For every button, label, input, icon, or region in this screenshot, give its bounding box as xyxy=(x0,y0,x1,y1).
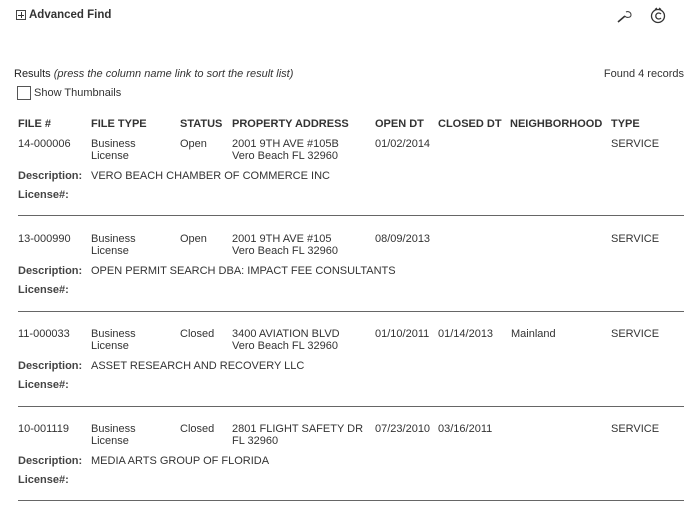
found-count: Found 4 records xyxy=(603,68,684,80)
open-dt: 01/02/2014 xyxy=(375,138,431,150)
file-type-line1: Business xyxy=(91,233,136,245)
status: Open xyxy=(180,233,207,245)
property-address xyxy=(232,138,339,162)
property-address xyxy=(232,328,340,352)
status: Closed xyxy=(180,423,215,435)
type: SERVICE xyxy=(611,138,660,150)
show-thumbnails-option[interactable] xyxy=(17,86,121,100)
closed-dt: 01/14/2013 xyxy=(438,328,494,340)
column-type[interactable]: TYPE xyxy=(611,118,640,130)
description-label: Description: xyxy=(18,170,83,182)
advanced-find-label: Advanced Find xyxy=(29,9,112,21)
file-type-line1: Business xyxy=(91,423,136,435)
file-type-line2: License xyxy=(91,150,129,162)
open-dt: 08/09/2013 xyxy=(375,233,431,245)
open-dt: 07/23/2010 xyxy=(375,423,431,435)
column-file-type[interactable]: FILE TYPE xyxy=(91,118,147,130)
address-line2: FL 32960 xyxy=(232,435,279,447)
neighborhood: Mainland xyxy=(511,328,556,340)
address-line2: Vero Beach FL 32960 xyxy=(232,245,339,257)
description-label: Description: xyxy=(18,265,83,277)
closed-dt: 03/16/2011 xyxy=(438,423,493,435)
file-no[interactable]: 10-001119 xyxy=(18,423,69,435)
results-heading xyxy=(14,68,293,80)
file-type-line1: Business xyxy=(91,328,136,340)
description-value: MEDIA ARTS GROUP OF FLORIDA xyxy=(91,455,270,467)
file-type-line2: License xyxy=(91,245,129,257)
record-divider xyxy=(18,500,684,501)
column-closed-dt[interactable]: CLOSED DT xyxy=(438,118,502,130)
results-title: Results xyxy=(14,68,51,80)
file-type-line2: License xyxy=(91,340,129,352)
property-address xyxy=(232,233,338,257)
search-tool-icon[interactable] xyxy=(614,6,636,26)
column-property-address[interactable]: PROPERTY ADDRESS xyxy=(232,118,349,130)
record-divider xyxy=(18,406,684,407)
address-line2: Vero Beach FL 32960 xyxy=(232,150,339,162)
open-dt: 01/10/2011 xyxy=(375,328,430,340)
record-divider xyxy=(18,215,684,216)
type: SERVICE xyxy=(611,423,660,435)
advanced-find-toggle[interactable] xyxy=(16,9,111,21)
description-value: ASSET RESEARCH AND RECOVERY LLC xyxy=(91,360,305,372)
type: SERVICE xyxy=(611,233,660,245)
description-value: OPEN PERMIT SEARCH DBA: IMPACT FEE CONSULTANTS xyxy=(91,265,396,277)
license-label: License#: xyxy=(18,474,69,486)
show-thumbnails-label: Show Thumbnails xyxy=(34,87,122,99)
address-line1: 2001 9TH AVE #105B xyxy=(232,138,339,150)
license-label: License#: xyxy=(18,284,69,296)
license-label: License#: xyxy=(18,189,69,201)
description-value: VERO BEACH CHAMBER OF COMMERCE INC xyxy=(91,170,330,182)
file-type xyxy=(91,138,136,162)
address-line1: 3400 AVIATION BLVD xyxy=(232,328,340,340)
results-hint: (press the column name link to sort the result list) xyxy=(53,68,294,80)
address-line1: 2801 FLIGHT SAFETY DR xyxy=(232,423,364,435)
status: Open xyxy=(180,138,207,150)
file-type xyxy=(91,328,136,352)
description-label: Description: xyxy=(18,455,83,467)
file-type xyxy=(91,423,136,447)
address-line1: 2001 9TH AVE #105 xyxy=(232,233,332,245)
record-divider xyxy=(18,311,684,312)
description-label: Description: xyxy=(18,360,83,372)
license-label: License#: xyxy=(18,379,69,391)
refresh-icon[interactable] xyxy=(648,6,670,26)
file-no[interactable]: 11-000033 xyxy=(18,328,70,340)
show-thumbnails-checkbox[interactable] xyxy=(17,86,31,100)
column-open-dt[interactable]: OPEN DT xyxy=(375,118,424,130)
address-line2: Vero Beach FL 32960 xyxy=(232,340,339,352)
column-file-no[interactable]: FILE # xyxy=(18,118,52,130)
property-address xyxy=(232,423,363,447)
column-status[interactable]: STATUS xyxy=(180,118,223,130)
file-type-line2: License xyxy=(91,435,129,447)
file-no[interactable]: 13-000990 xyxy=(18,233,71,245)
type: SERVICE xyxy=(611,328,660,340)
file-type xyxy=(91,233,136,257)
status: Closed xyxy=(180,328,215,340)
file-no[interactable]: 14-000006 xyxy=(18,138,71,150)
file-type-line1: Business xyxy=(91,138,136,150)
column-neighborhood[interactable]: NEIGHBORHOOD xyxy=(510,118,603,130)
expand-plus-icon xyxy=(16,10,26,20)
